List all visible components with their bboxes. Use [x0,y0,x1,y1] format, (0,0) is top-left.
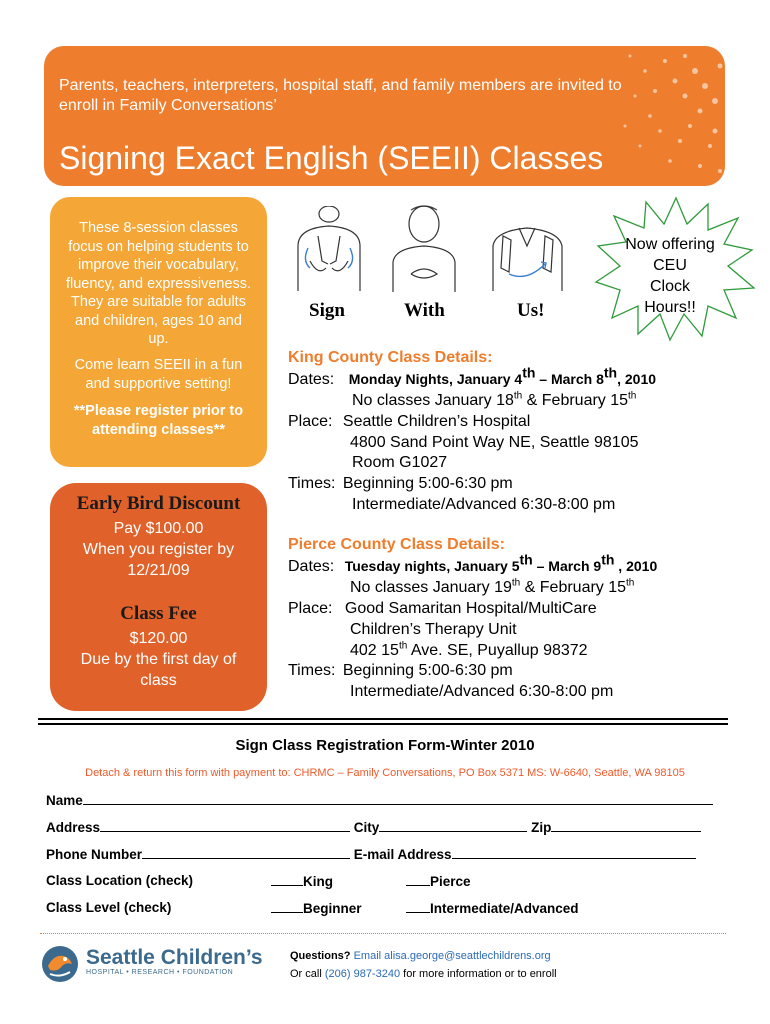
king-dates-c: , 2010 [617,371,657,387]
form-row-name [46,792,713,808]
pierce-place3 [350,640,588,661]
pierce-place3-sup: th [398,640,408,652]
pierce-dates-sup1: th [519,551,533,568]
class-fee-price: $120.00 [129,630,188,647]
city-field[interactable] [379,819,527,832]
pierce-place1: Good Samaritan Hospital/MultiCare [344,600,597,617]
beginner-checkbox-group [271,900,362,916]
address-label: Address [46,820,101,835]
level-label: Class Level (check) [46,900,172,915]
form-row-phone [46,846,696,862]
name-label: Name [46,793,83,808]
pierce-times [288,660,513,681]
logo-tagline: HOSPITAL • RESEARCH • FOUNDATION [86,969,234,976]
form-row-address [46,819,701,835]
seattle-childrens-logo-icon [40,944,80,984]
pierce-dates [288,551,658,577]
king-county-title: King County Class Details: [288,349,493,366]
king-noclass-b: & February 15 [522,392,629,409]
city-label: City [353,820,380,835]
pierce-place3-b: Ave. SE, Puyallup 98372 [407,642,588,659]
king-dates [288,364,657,390]
early-bird-title: Early Bird Discount [76,493,241,514]
ceu-line1: Now offering [625,236,715,253]
king-dates-a: Monday Nights, January 4 [348,371,523,387]
king-noclass-sup2: th [628,390,637,402]
logo-wordmark: Seattle Children’s [86,946,263,969]
pierce-noclass-b: & February 15 [520,579,627,596]
address-field[interactable] [100,819,350,832]
king-dates-label: Dates: [288,371,335,388]
info-register-note: **Please register prior to attending classes** [73,403,244,438]
pierce-county-title: Pierce County Class Details: [288,536,505,553]
zip-label: Zip [531,820,552,835]
page-title: Signing Exact English (SEEII) Classes [59,140,604,176]
pierce-dates-c: , 2010 [614,558,658,574]
ceu-notice [620,234,720,318]
beginner-check[interactable] [271,900,303,913]
pierce-times2: Intermediate/Advanced 6:30-8:00 pm [350,683,614,700]
king-place [288,411,530,432]
king-place1: Seattle Children’s Hospital [342,413,531,430]
pierce-dates-a: Tuesday nights, January 5 [344,558,520,574]
pierce-dates-sup2: th [601,551,615,568]
class-fee-line1: Due by the first day of [80,651,237,668]
pierce-noclass-sup2: th [626,577,635,589]
call-tail: for more information or to enroll [403,968,557,980]
class-fee-title: Class Fee [120,603,197,624]
pierce-times-label: Times: [288,662,336,679]
phone-field[interactable] [142,846,350,859]
sign-illustration-us [485,206,570,291]
early-bird-line1: When you register by [82,541,235,558]
king-label: King [303,874,333,889]
header-banner [44,46,725,186]
king-dates-sup1: th [522,364,536,381]
contact-email-link[interactable]: alisa.george@seattlechildrens.org [384,950,551,962]
footer-rule [40,933,726,934]
email-label: E-mail Address [353,847,452,862]
king-noclass-sup1: th [513,390,523,402]
pierce-place-label: Place: [288,600,333,617]
king-checkbox-group [271,873,333,889]
info-box [50,197,267,467]
ceu-line3: Clock [649,278,690,295]
beginner-label: Beginner [303,901,362,916]
pierce-check[interactable] [406,873,430,886]
pierce-place [288,598,597,619]
king-check[interactable] [271,873,303,886]
king-noclass-a: No classes January 18 [352,392,514,409]
email-prefix: Email [353,950,382,962]
zip-field[interactable] [551,819,701,832]
king-times1: Beginning 5:00-6:30 pm [342,475,513,492]
king-place3: Room G1027 [352,454,448,471]
pierce-label: Pierce [430,874,471,889]
ceu-line2: CEU [653,257,687,274]
info-description: These 8-session classes focus on helping students to improve their vocabulary, fluency, and expressiveness. They are suitable for adults and children, ages 10 and up. [65,220,252,347]
detach-instructions: Detach & return this form with payment to: CHRMC – Family Conversations, PO Box 5371 MS: W-6640, Seattle, WA 98105 [85,767,685,779]
pierce-noclass-sup1: th [511,577,521,589]
info-invite: Come learn SEEII in a fun and supportive setting! [74,357,243,392]
call-line [290,968,557,980]
early-bird-price: Pay $100.00 [113,520,204,537]
sign-word-sign: Sign [309,300,345,321]
pierce-dates-label: Dates: [288,558,335,575]
ceu-line4: Hours!! [644,299,696,316]
name-field[interactable] [83,792,713,805]
questions-label: Questions? [290,950,351,962]
form-row-level [46,900,171,915]
form-row-location [46,873,193,888]
questions-line [290,950,551,962]
header-subtitle: Parents, teachers, interpreters, hospital staff, and family members are invited to enroll in Family Conversations’ [59,77,622,114]
early-bird-line2: 12/21/09 [127,562,190,579]
fee-box [50,483,267,711]
location-label: Class Location (check) [46,873,194,888]
phone-label: Phone Number [46,847,143,862]
pierce-checkbox-group [406,873,471,889]
king-times2: Intermediate/Advanced 6:30-8:00 pm [352,496,616,513]
king-dates-b: – March 8 [535,371,604,387]
king-times-label: Times: [288,475,336,492]
pierce-times1: Beginning 5:00-6:30 pm [342,662,513,679]
call-label: Or call [290,968,322,980]
pierce-dates-b: – March 9 [532,558,602,574]
pierce-place3-a: 402 15 [350,642,399,659]
class-fee-line2: class [140,672,177,689]
king-place-label: Place: [288,413,333,430]
email-field[interactable] [452,846,696,859]
king-place2: 4800 Sand Point Way NE, Seattle 98105 [350,434,639,451]
pierce-noclass [350,577,634,598]
king-dates-sup2: th [603,364,618,381]
pierce-place2: Children’s Therapy Unit [350,621,517,638]
king-noclass [352,390,636,411]
sign-illustration-sign [288,206,370,291]
section-divider [38,718,728,725]
advanced-check[interactable] [406,900,430,913]
pierce-noclass-a: No classes January 19 [350,579,512,596]
king-times [288,473,513,494]
form-title: Sign Class Registration Form-Winter 2010 [235,737,535,754]
contact-phone[interactable]: (206) 987-3240 [324,968,401,980]
advanced-label: Intermediate/Advanced [430,901,579,916]
sign-word-with: With [404,300,445,321]
sign-word-us: Us! [517,300,545,321]
advanced-checkbox-group [406,900,579,916]
sign-illustration-with [383,202,465,292]
